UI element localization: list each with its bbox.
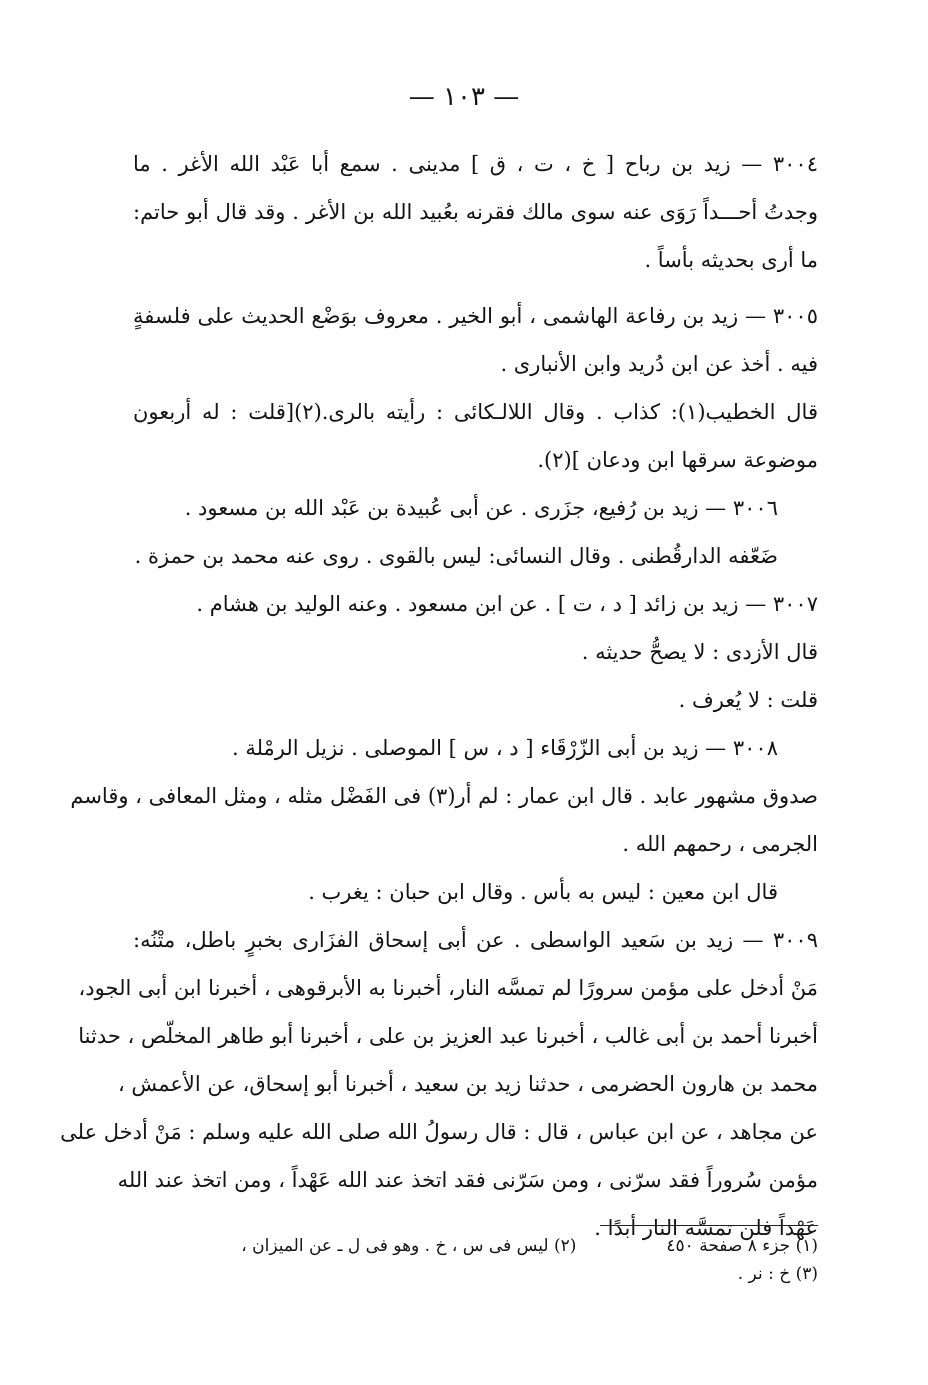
- entry-3009-line-5: عن مجاهد ، عن ابن عباس ، قال : قال رسولُ الله صلى الله عليه وسلم : مَنْ أدخل على: [60, 1120, 818, 1144]
- footnote-2: (٢) ليس فى س ، خ . وهو فى ل ـ عن الميزان ،: [241, 1236, 577, 1256]
- entry-3005-line-4: موضوعة سرقها ابن ودعان ](٢).: [537, 448, 818, 472]
- entry-3004-line-1: ٣٠٠٤ — زيد بن رباح [ خ ، ت ، ق ] مدينى . سمع أبا عَبْد الله الأغر . ما: [133, 152, 818, 176]
- entry-3004-line-2: وجدتُ أحـــداً رَوَى عنه سوى مالك فقرنه بعُبيد الله بن الأغر . وقد قال أبو حاتم:: [133, 200, 818, 224]
- footnote-divider: [600, 1225, 818, 1226]
- entry-3008-line-1: ٣٠٠٨ — زيد بن أبى الزّرْقَاء [ د ، س ] الموصلى . نزيل الرمْلة .: [231, 736, 778, 760]
- footnote-3: (٣) خ : نر .: [737, 1264, 818, 1284]
- entry-3008-line-3: الجرمى ، رحمهم الله .: [622, 832, 818, 856]
- entry-3007-line-2: قال الأزدى : لا يصحُّ حديثه .: [581, 640, 818, 664]
- entry-3005-line-3: قال الخطيب(١): كذاب . وقال اللالـكائى : رأيته بالرى.(٢)[قلت : له أربعون: [133, 400, 818, 424]
- entry-3007-line-3: قلت : لا يُعرف .: [678, 688, 818, 712]
- footnote-1: (١) جزء ٨ صفحة ٤٥٠: [666, 1236, 818, 1256]
- entry-3006-line-2: ضَعّفه الدارقُطنى . وقال النسائى: ليس بالقوى . روى عنه محمد بن حمزة .: [134, 544, 778, 568]
- entry-3005-line-1: ٣٠٠٥ — زيد بن رفاعة الهاشمى ، أبو الخير . معروف بوَضْع الحديث على فلسفةٍ: [133, 304, 818, 328]
- entry-3009-line-2: مَنْ أدخل على مؤمن سرورًا لم تمسَّه النار، أخبرنا به الأبرقوهى ، أخبرنا ابن أبى الجود،: [78, 976, 818, 1000]
- entry-3005-line-2: فيه . أخذ عن ابن دُريد وابن الأنبارى .: [500, 352, 818, 376]
- footnote-row-2: [133, 1260, 818, 1288]
- entry-3007-line-1: ٣٠٠٧ — زيد بن زائد [ د ، ت ] . عن ابن مسعود . وعنه الوليد بن هشام .: [196, 592, 818, 616]
- entry-3006-line-1: ٣٠٠٦ — زيد بن رُفيع، جزَرى . عن أبى عُبيدة بن عَبْد الله بن مسعود .: [184, 496, 778, 520]
- entry-3008-line-2: صدوق مشهور عابد . قال ابن عمار : لم أر(٣) فى الفَضْل مثله ، ومثل المعافى ، وقاسم: [70, 784, 818, 808]
- entry-3009-line-3: أخبرنا أحمد بن أبى غالب ، أخبرنا عبد العزيز بن على ، أخبرنا أبو طاهر المخلّص ، حدثنا: [78, 1024, 818, 1048]
- page-number: — ١٠٣ —: [408, 82, 520, 112]
- entry-3004-line-3: ما أرى بحديثه بأساً .: [644, 248, 818, 272]
- footnotes: [133, 1232, 818, 1288]
- entry-3009-line-7: عَهْداً فلن تمسَّه النار أبدًا .: [594, 1216, 818, 1240]
- entry-3009-line-6: مؤمن سُروراً فقد سرّنى ، ومن سَرّنى فقد اتخذ عند الله عَهْداً ، ومن اتخذ عند الله: [117, 1168, 818, 1192]
- entry-3009-line-1: ٣٠٠٩ — زيد بن سَعيد الواسطى . عن أبى إسحاق الفزَارى بخبرٍ باطل، متْنُه:: [133, 928, 818, 952]
- entry-3008-line-4: قال ابن معين : ليس به بأس . وقال ابن حبان : يغرب .: [308, 880, 778, 904]
- body-text: [60, 140, 818, 1252]
- entry-3009-line-4: محمد بن هارون الحضرمى ، حدثنا زيد بن سعيد ، أخبرنا أبو إسحاق، عن الأعمش ،: [117, 1072, 818, 1096]
- footnote-row-1: [133, 1232, 818, 1260]
